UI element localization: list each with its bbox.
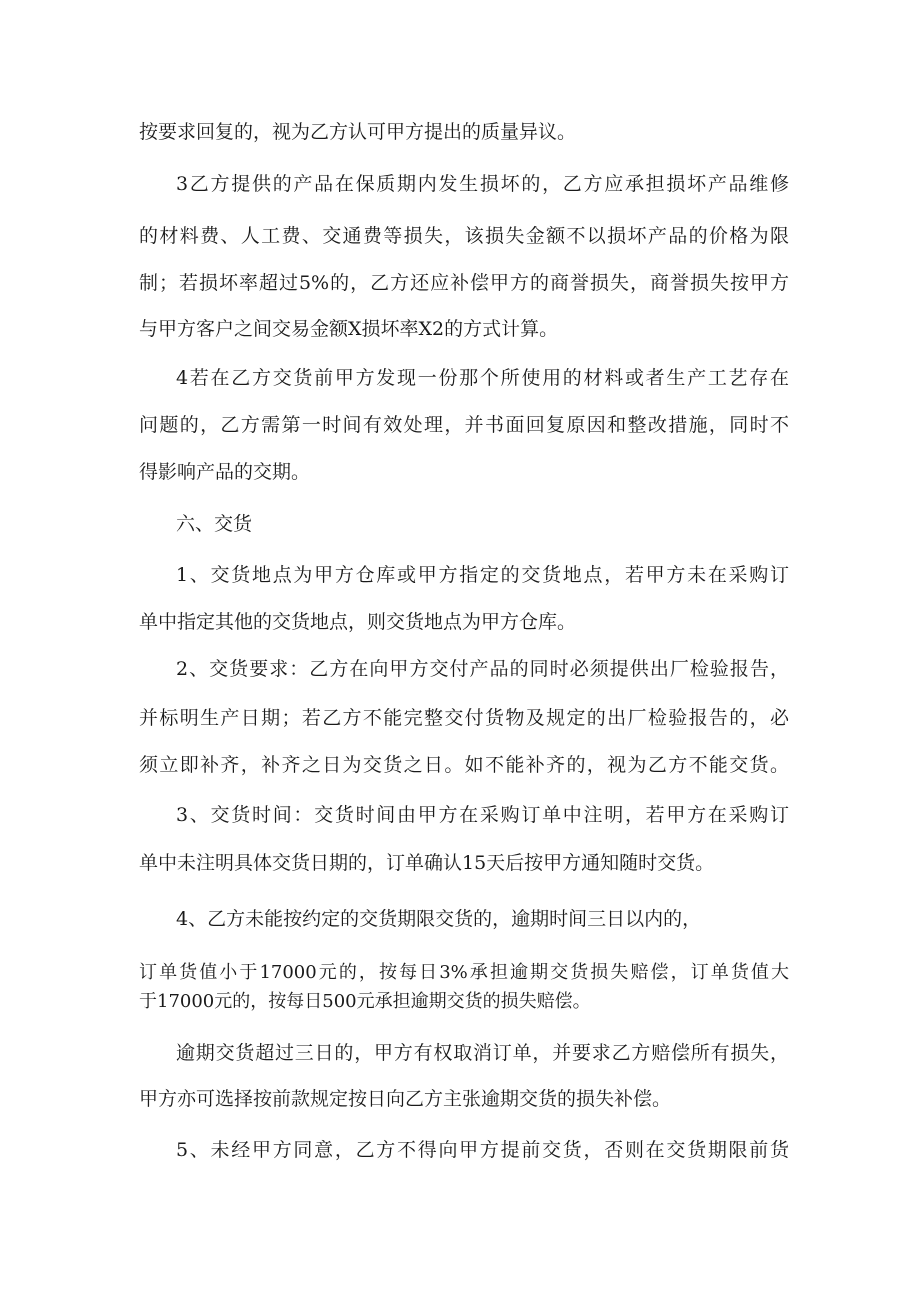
paragraph-line: 须立即补齐，补齐之日为交货之日。如不能补齐的，视为乙方不能交货。	[139, 754, 789, 776]
paragraph-line: 单中未注明具体交货日期的，订单确认15天后按甲方通知随时交货。	[139, 852, 715, 874]
paragraph-line: 4若在乙方交货前甲方发现一份那个所使用的材料或者生产工艺存在	[176, 367, 789, 389]
paragraph-line: 按要求回复的，视为乙方认可甲方提出的质量异议。	[139, 121, 577, 143]
section-heading: 六、交货	[176, 513, 253, 535]
paragraph-line: 逾期交货超过三日的，甲方有权取消订单，并要求乙方赔偿所有损失，	[176, 1042, 789, 1064]
paragraph-line: 制；若损坏率超过5%的，乙方还应补偿甲方的商誉损失，商誉损失按甲方	[139, 272, 789, 294]
paragraph-line: 得影响产品的交期。	[139, 461, 311, 483]
paragraph-line: 4、乙方未能按约定的交货期限交货的，逾期时间三日以内的，	[176, 908, 702, 930]
paragraph-line: 与甲方客户之间交易金额X损坏率X2的方式计算。	[139, 318, 559, 340]
paragraph-line: 单中指定其他的交货地点，则交货地点为甲方仓库。	[139, 611, 577, 633]
paragraph-line: 于17000元的，按每日500元承担逾期交货的损失赔偿。	[139, 991, 591, 1012]
paragraph-line: 3乙方提供的产品在保质期内发生损坏的，乙方应承担损坏产品维修	[176, 173, 789, 195]
paragraph-line: 订单货值小于17000元的，按每日3%承担逾期交货损失赔偿，订单货值大	[139, 962, 789, 983]
paragraph-line: 甲方亦可选择按前款规定按日向乙方主张逾期交货的损失补偿。	[139, 1088, 672, 1110]
paragraph-line: 3、交货时间：交货时间由甲方在采购订单中注明，若甲方在采购订	[176, 804, 789, 826]
paragraph-line: 1、交货地点为甲方仓库或甲方指定的交货地点，若甲方未在采购订	[176, 564, 789, 586]
paragraph-line: 5、未经甲方同意，乙方不得向甲方提前交货，否则在交货期限前货	[176, 1139, 789, 1161]
paragraph-line: 2、交货要求：乙方在向甲方交付产品的同时必须提供出厂检验报告，	[176, 658, 789, 680]
paragraph-line: 问题的，乙方需第一时间有效处理，并书面回复原因和整改措施，同时不	[139, 414, 789, 436]
paragraph-line: 并标明生产日期；若乙方不能完整交付货物及规定的出厂检验报告的，必	[139, 707, 789, 729]
paragraph-line: 的材料费、人工费、交通费等损失，该损失金额不以损坏产品的价格为限	[139, 225, 789, 247]
